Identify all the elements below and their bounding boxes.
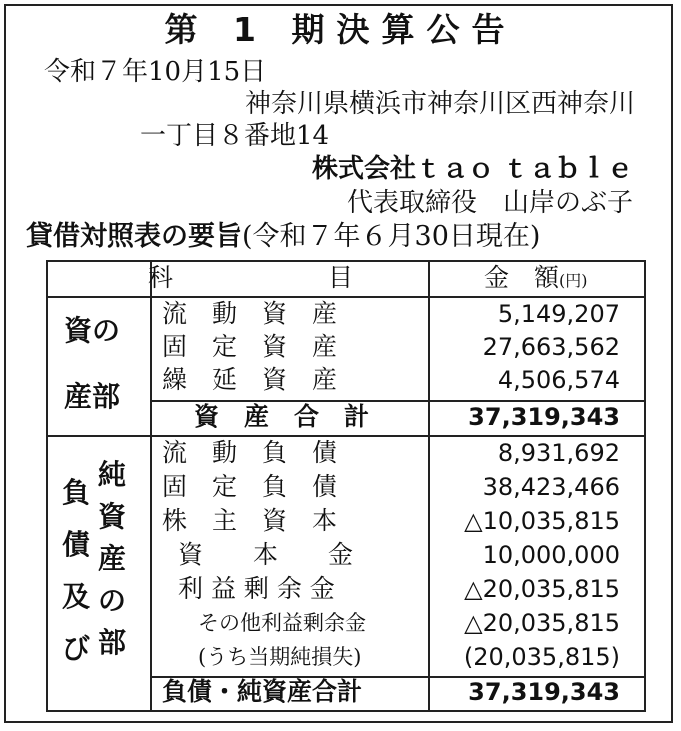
liab-section-char: 負 bbox=[62, 476, 91, 509]
liability-row-label: (うち当期純損失) bbox=[198, 645, 362, 669]
liability-row-value: △20,035,815 bbox=[464, 575, 620, 603]
header-amount-label: 金 額 bbox=[484, 263, 560, 292]
assets-total-label: 資 産 合 計 bbox=[194, 402, 370, 431]
col-divider-amount bbox=[428, 262, 430, 710]
liability-row-label: 固 定 負 債 bbox=[162, 472, 338, 501]
liability-row-label: その他利益剰余金 bbox=[198, 611, 366, 635]
liability-row-value: (20,035,815) bbox=[463, 643, 620, 671]
liability-row-value: △10,035,815 bbox=[464, 507, 620, 535]
header-amount bbox=[484, 262, 588, 297]
header-subject-right: 目 bbox=[328, 263, 354, 292]
liab-section-char: 部 bbox=[98, 626, 127, 659]
liab-section-char: 純 bbox=[98, 458, 127, 491]
asset-row-value: 4,506,574 bbox=[497, 366, 620, 394]
liability-row-value: 10,000,000 bbox=[482, 541, 620, 569]
asset-row-value: 27,663,562 bbox=[482, 333, 620, 361]
heading-main: 貸借対照表の要旨 bbox=[26, 221, 242, 252]
liab-section-char: び bbox=[62, 632, 91, 665]
liab-total-value: 37,319,343 bbox=[468, 678, 620, 706]
company-address-line2: 一丁目８番地14 bbox=[140, 121, 330, 151]
liab-total-label: 負債・純資産合計 bbox=[162, 677, 363, 706]
liab-section-char: 産 bbox=[98, 542, 127, 575]
liability-row-label: 株 主 資 本 bbox=[162, 506, 338, 535]
col-divider-section bbox=[150, 262, 152, 710]
asset-row-label: 繰 延 資 産 bbox=[162, 365, 338, 394]
assets-total-value: 37,319,343 bbox=[468, 403, 620, 431]
liability-row-label: 利 益 剰 余 金 bbox=[178, 574, 335, 603]
header-unit: (円) bbox=[559, 271, 588, 290]
liability-row-label: 流 動 負 債 bbox=[162, 438, 338, 467]
heading-date: (令和７年６月30日現在) bbox=[242, 221, 541, 252]
liab-section-char: 及 bbox=[62, 580, 91, 613]
balance-sheet-heading bbox=[26, 221, 540, 253]
assets-section-label-top: 資の bbox=[64, 314, 121, 347]
assets-section-label-bottom: 産部 bbox=[64, 380, 121, 413]
liability-row-value: 38,423,466 bbox=[482, 473, 620, 501]
liability-row-label: 資 本 金 bbox=[178, 540, 354, 569]
notice-date: 令和７年10月15日 bbox=[44, 57, 267, 87]
liability-row-value: △20,035,815 bbox=[464, 609, 620, 637]
notice-title: 第 1 期決算公告 bbox=[164, 10, 517, 49]
balance-sheet-table bbox=[46, 260, 646, 712]
asset-row-label: 流 動 資 産 bbox=[162, 299, 338, 328]
liab-section-char: 債 bbox=[62, 528, 91, 561]
liab-section-char: の bbox=[98, 584, 127, 617]
company-address-line1: 神奈川県横浜市神奈川区西神奈川 bbox=[244, 89, 635, 119]
header-subject-left: 科 bbox=[148, 263, 174, 292]
liab-section-char: 資 bbox=[98, 500, 127, 533]
company-name: 株式会社ｔａｏ ｔａｂｌｅ bbox=[311, 154, 633, 184]
asset-row-value: 5,149,207 bbox=[497, 300, 620, 328]
representative: 代表取締役 山岸のぶ子 bbox=[346, 188, 633, 218]
asset-row-label: 固 定 資 産 bbox=[162, 332, 338, 361]
liability-row-value: 8,931,692 bbox=[497, 439, 620, 467]
